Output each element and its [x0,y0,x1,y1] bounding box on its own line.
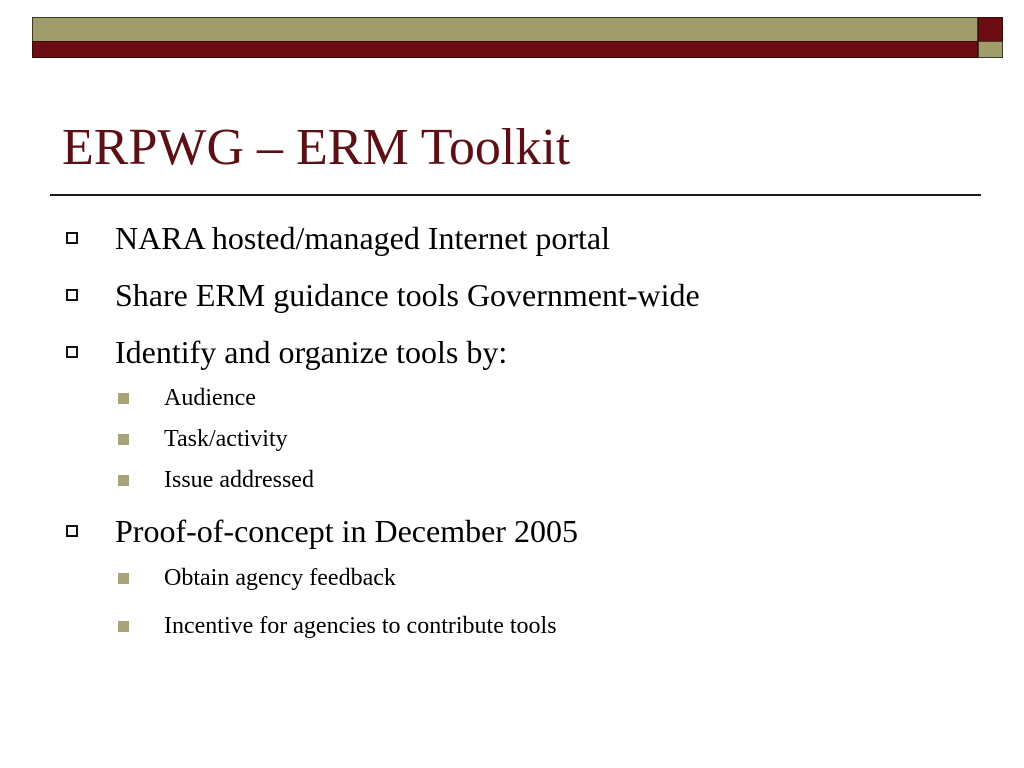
bullet-item: Share ERM guidance tools Government-wide [115,277,700,313]
filled-square-bullet-icon [118,621,129,632]
filled-square-bullet-icon [118,475,129,486]
bullet-item: Proof-of-concept in December 2005 [115,513,578,549]
bullet-item: Identify and organize tools by: [115,334,508,370]
bullet-item: NARA hosted/managed Internet portal [115,220,610,256]
sub-bullet-item: Issue addressed [164,467,314,493]
filled-square-bullet-icon [118,434,129,445]
sub-bullet-item: Incentive for agencies to contribute tools [164,613,557,639]
filled-square-bullet-icon [118,573,129,584]
sub-bullet-item: Task/activity [164,426,288,452]
filled-square-bullet-icon [118,393,129,404]
hollow-square-bullet-icon [66,346,78,358]
slide-title: ERPWG – ERM Toolkit [62,119,571,176]
hollow-square-bullet-icon [66,525,78,537]
sub-bullet-item: Obtain agency feedback [164,565,396,591]
sub-bullet-item: Audience [164,385,256,411]
hollow-square-bullet-icon [66,232,78,244]
hollow-square-bullet-icon [66,289,78,301]
